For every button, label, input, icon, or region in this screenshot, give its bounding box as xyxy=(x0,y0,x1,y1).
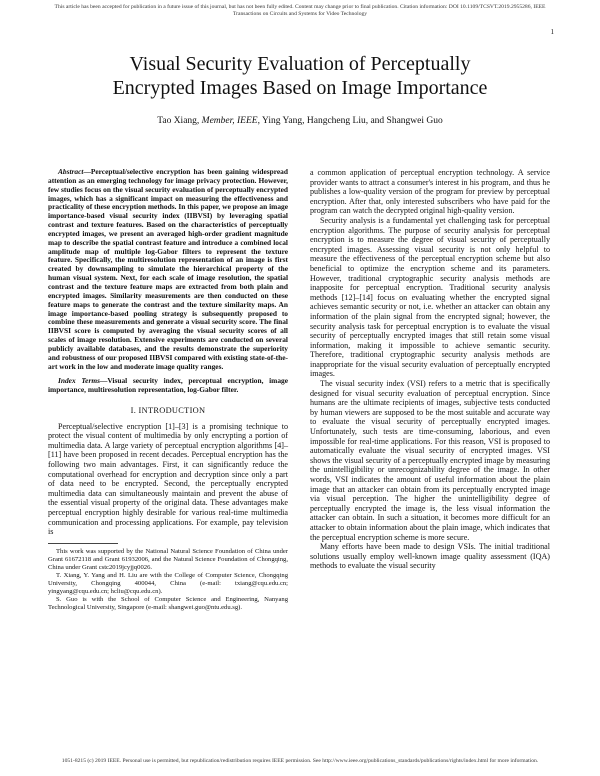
intro-paragraph-5: Many efforts have been made to design VSIs. The initial traditional solutions usually employ well-known image quality assessment (IQA) methods to evaluate the visual security xyxy=(310,542,550,571)
intro-paragraph-1: Perceptual/selective encryption [1]–[3] is a promising technique to protect the visual content of multimedia by only encrypting a portion of multimedia data. A large variety of perceptual encryption algorithms [4]–[11] have been proposed in recent decades. Perceptual encryption has the following two main advantages. First, it can significantly reduce the computational overhead for encryption and decryption since only a part of data need to be encrypted. Second, the perceptually encrypted multimedia data can simultaneously maintain and prevent the abuse of the essential visual property of the original data. These advantages make perceptual encryption highly desirable for various real-time multimedia communication and processing applications. For example, pay television is xyxy=(48,421,288,537)
header-note-line2: Transactions on Circuits and Systems for Video Technology xyxy=(232,11,368,17)
intro-paragraph-2: a common application of perceptual encryption technology. A service provider wants to attract a consumer's interest in his program, and thus he publishes a low-quality version of the program for preview by perceptual encryption. After that, only interested subscribers who have paid for the program can watch the decrypted original high-quality version. xyxy=(310,168,550,216)
intro-paragraph-4: The visual security index (VSI) refers to a metric that is specifically designed for visual security evaluation of perceptual encryption. Since humans are the ultimate recipients of images, subjective tests conducted by human viewers are supposed to be the most suitable and accurate way to evaluate the visual security of perceptually encrypted images. Unfortunately, such tests are time-consuming, laborious, and even impossible for real-time applications. For this reason, VSI is proposed to automatically evaluate the visual security of encrypted images. VSI shows the visual security of a perceptually encrypted image by measuring the unintelligibility or unrecognizability degree of the image. In other words, VSI indicates the amount of useful information about the plain image that an attacker can obtain from its perceptually encrypted image via visual perception. The higher the unintelligibility degree of perceptually encrypted the image is, the less visual information the attacker can obtain. In such a situation, it becomes more difficult for an attacker to obtain information about the plain image, which indicates that the perceptual encryption scheme is more secure. xyxy=(310,379,550,542)
paper-title xyxy=(40,52,560,100)
footnote-funding: This work was supported by the National Natural Science Foundation of China under Grant 61672118 and Grant 61932006, and the Natural Science Foundation of Chongqing, China under Grant cstc2019jcyjjq0026. xyxy=(48,547,288,571)
intro-paragraph-3: Security analysis is a fundamental yet challenging task for perceptual encryption algorithms. The purpose of security analysis for perceptual encryption is to measure the degree of visual security of perceptually encrypted images. Assessing visual security is not only helpful to measure the effectiveness of the perceptual encryption scheme but also beneficial to optimize the encryption scheme and its parameters. However, traditional cryptographic security analysis methods are inapposite for perceptual encryption. Traditional security analysis methods [12]–[14] focus on evaluating whether the encrypted signal achieves semantic security or not, i.e. whether an attacker can obtain any information of the plain signal from the encrypted signal; however, the security analysis task for perceptual encryption is to evaluate the visual security of perceptually encrypted images that still retain some visual information, making it impossible to achieve semantic security. Therefore, traditional cryptographic security analysis methods are inappropriate for the visual security evaluation of perceptually encrypted images. xyxy=(310,215,550,379)
page-number: 1 xyxy=(550,28,554,36)
index-terms-text: —Visual security index, perceptual encryption, image importance, multiresolution representation, log-Gabor filter. xyxy=(48,376,289,395)
abstract xyxy=(48,168,288,371)
title-line1: Visual Security Evaluation of Perceptually xyxy=(129,53,471,75)
title-line2: Encrypted Images Based on Image Importance xyxy=(112,77,488,99)
abstract-text: —Perceptual/selective encryption has been gaining widespread attention as an emerging technology for image privacy protection. However, few studies focus on the visual security evaluation of perceptually encrypted images, which has a significant impact on measuring the effectiveness and practicality of these encryption methods. In this paper, we propose an image importance-based visual security index (IIBVSI) by leveraging spatial contrast and texture features. Based on the characteristics of perceptually encrypted images, we present an averaged high-order gradient magnitude map to describe the spatial contrast feature and introduce a combined local amplitude map of multiple log-Gabor filters to represent the texture feature. Specifically, the multiresolution representation of an image is first created by downsampling to simulate the hierarchical property of the human visual system. Next, for each scale of image resolution, the spatial contrast and the texture feature maps are extracted from both plain and encrypted images. Similarity measurements are then conducted on these feature maps to generate the contrast and the texture similarity maps. An image importance-based pooling strategy is subsequently proposed to combine these measurements and generate a visual security score. The final IIBVSI score is computed by averaging the visual security scores of all scales of image resolution. Extensive experiments are conducted on several publicly available databases, and the results demonstrate the superiority and robustness of our proposed IIBVSI compared with existing state-of-the-art work in the low and moderate image quality ranges. xyxy=(48,167,288,371)
journal-header-note xyxy=(0,4,600,18)
authors-part-b: , Ying Yang, Hangcheng Liu, and Shangwei Guo xyxy=(257,116,443,126)
section-heading-introduction: I. INTRODUCTION xyxy=(130,406,206,416)
right-column xyxy=(310,168,550,571)
footnote-affiliation-2: S. Guo is with the School of Computer Science and Engineering, Nanyang Technological University, Singapore (e-mail: shangwei.guo@ntu.edu.sg). xyxy=(48,595,288,611)
authors-member-role: Member, IEEE xyxy=(201,116,258,126)
header-note-line1: This article has been accepted for publication in a future issue of this journal, but has not been fully edited. Content may change prior to final publication. Citation information: DOI 10.1109/TCSVT.2019.2955286, IEEE xyxy=(54,4,546,10)
footnote-affiliation-1: T. Xiang, Y. Yang and H. Liu are with the College of Computer Science, Chongqing University, Chongqing 400044, China (e-mail: txiang@cqu.edu.cn; yingyang@cqu.edu.cn; hcliu@cqu.edu.cn). xyxy=(48,571,288,595)
abstract-lead: Abstract xyxy=(58,167,84,176)
footnote-divider xyxy=(48,543,118,544)
authors-part-a: Tao Xiang, xyxy=(157,116,202,126)
left-column xyxy=(48,168,288,612)
index-terms xyxy=(48,377,288,395)
index-terms-lead: Index Terms xyxy=(58,376,100,386)
copyright-footer: 1051-8215 (c) 2019 IEEE. Personal use is permitted, but republication/redistribution requires IEEE permission. See http://www.ieee.org/publications_standards/publications/rights/index.html for more information. xyxy=(61,758,539,764)
author-list xyxy=(40,116,560,126)
